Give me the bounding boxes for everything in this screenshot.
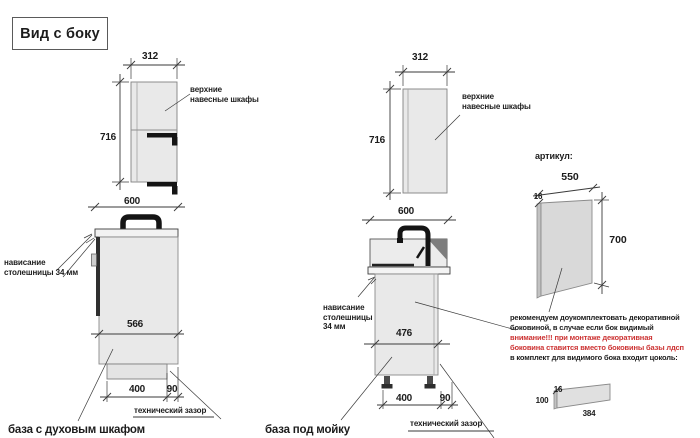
warning-line-2: боковина ставится вместо боковины базы лдсп — [510, 343, 684, 352]
note-line-2: боковиной, в случае если бок видимый — [510, 323, 654, 332]
panel-width-dim: 550 — [561, 171, 579, 183]
view-title: Вид с боку — [12, 17, 108, 50]
center-plinth-depth-dim: 400 — [395, 393, 413, 404]
center-carcass-depth-dim: 476 — [395, 328, 413, 339]
note-line-1: рекомендуем доукомплектовать декоративной — [510, 313, 680, 322]
panel-height-dim: 700 — [609, 234, 627, 246]
left-gap-label: технический зазор — [134, 406, 207, 415]
left-carcass-depth-dim: 566 — [126, 319, 144, 330]
left-base-cabinet-body — [99, 237, 178, 364]
left-plinth — [107, 364, 167, 379]
plinth-length-dim: 384 — [582, 409, 596, 418]
oven-handle-icon — [123, 217, 159, 229]
left-upper-cabinet-body — [131, 82, 177, 182]
center-rear-gap-dim: 90 — [439, 393, 451, 404]
article-heading: артикул: — [535, 151, 573, 161]
left-upper-cabinet-label: верхние навесные шкафы — [190, 85, 259, 104]
center-upper-cabinet-label: верхние навесные шкафы — [462, 92, 531, 111]
cabinet-leg-icon — [382, 376, 436, 389]
left-depth-dim: 600 — [123, 196, 141, 207]
left-upper-height-dim: 716 — [99, 132, 117, 143]
center-upper-width-dim: 312 — [411, 52, 429, 63]
center-overhang-label: нависание столешницы 34 мм — [323, 303, 373, 331]
center-gap-label: технический зазор — [410, 419, 483, 428]
center-base-cabinet-body — [375, 274, 438, 375]
note-line-3: в комплект для видимого бока входит цоколь: — [510, 353, 678, 362]
plinth-height-dim: 100 — [535, 396, 549, 405]
left-overhang-label: нависание столешницы 34 мм — [4, 258, 79, 277]
center-countertop — [368, 267, 450, 274]
left-countertop — [95, 229, 178, 237]
center-upper-height-dim: 716 — [368, 135, 386, 146]
left-plinth-depth-dim: 400 — [128, 384, 146, 395]
side-panel-edge — [537, 203, 541, 298]
side-panel-face — [541, 200, 592, 296]
panel-thickness-dim: 16 — [533, 192, 543, 201]
warning-line-1: внимание!!! при монтаже декоративная — [510, 333, 653, 342]
center-base-cabinet-drawing — [341, 228, 516, 438]
side-panel-drawing — [533, 184, 609, 312]
left-rear-gap-dim: 90 — [166, 384, 178, 395]
center-upper-cabinet-body — [403, 89, 447, 193]
oven-door-handle-tab — [92, 254, 97, 266]
oven-door-edge — [96, 237, 100, 316]
left-view-caption: база с духовым шкафом — [8, 424, 145, 436]
left-upper-width-dim: 312 — [141, 51, 159, 62]
center-view-caption: база под мойку — [265, 424, 350, 436]
center-depth-dim: 600 — [397, 206, 415, 217]
plinth-thickness-dim: 16 — [553, 385, 563, 394]
